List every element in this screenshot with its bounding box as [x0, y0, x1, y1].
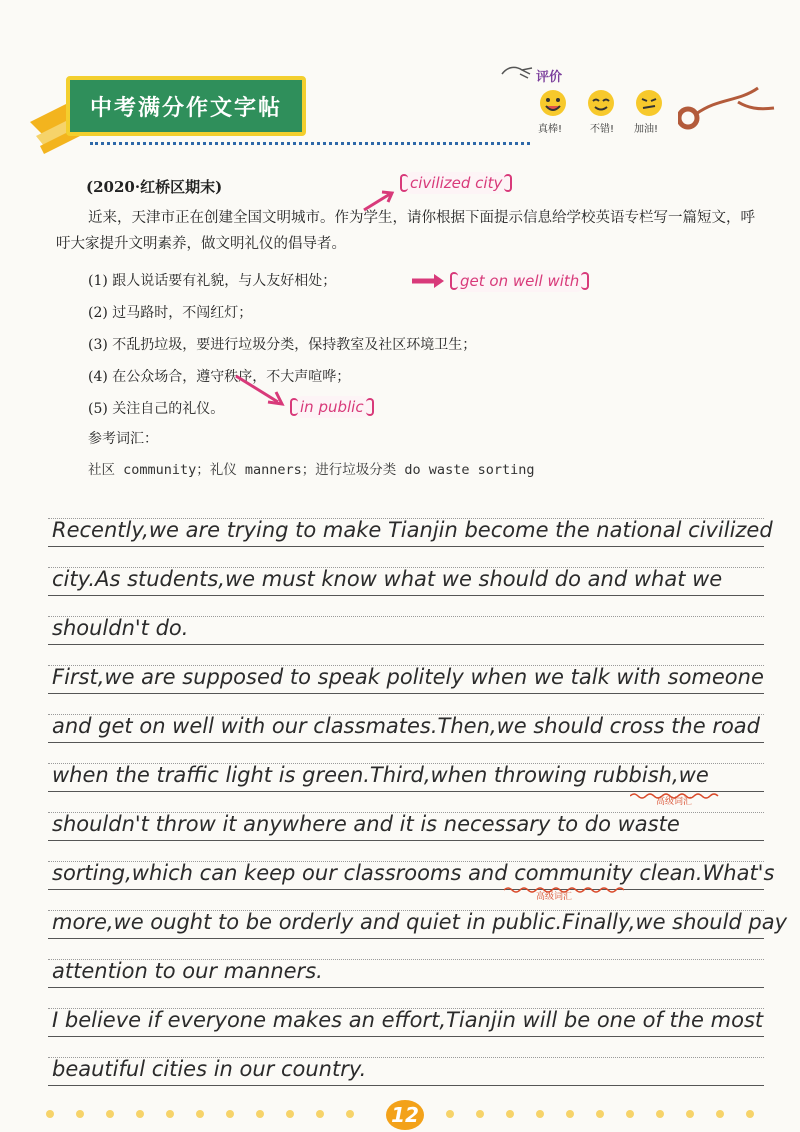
annotation-get-on-well-with: get on well with [452, 270, 587, 292]
prompt-item-5: (5) 关注自己的礼仪。 [88, 401, 225, 417]
evaluation-panel [500, 58, 780, 144]
ruled-line [48, 644, 764, 645]
prompt-item-4: (4) 在公众场合，遵守秩序，不大声喧哗； [88, 369, 351, 385]
header-divider [90, 142, 530, 145]
essay-line: city.As students,we must know what we should do and what we [52, 567, 723, 591]
rope-ring-icon [678, 78, 778, 138]
title-banner [66, 76, 306, 136]
ruled-line [48, 742, 764, 743]
essay-line: when the traffic light is green.Third,when throwing rubbish,we [52, 763, 709, 787]
arrow-icon [232, 372, 292, 412]
essay-line: shouldn't do. [52, 616, 189, 640]
ruled-line [48, 840, 764, 841]
ruled-line [48, 987, 764, 988]
prompt-item-3: (3) 不乱扔垃圾，要进行垃圾分类，保持教室及社区环境卫生； [88, 337, 477, 353]
rating-good-label: 不错! [590, 124, 615, 135]
annotation-civilized-city: civilized city [402, 172, 510, 194]
vocab-list: 社区 community；礼仪 manners；进行垃圾分类 do waste sorting [88, 462, 535, 478]
ruled-line [48, 889, 764, 890]
essay-line: beautiful cities in our country. [52, 1057, 367, 1081]
good-face-icon[interactable] [586, 88, 616, 118]
ruled-line [48, 693, 764, 694]
rating-great-label: 真棒! [538, 124, 563, 135]
ruled-line [48, 1036, 764, 1037]
advanced-word-note: 高级词汇 [536, 892, 573, 902]
ruled-line [48, 546, 764, 547]
ruled-line [48, 938, 764, 939]
page-title: 中考满分作文字帖 [89, 95, 282, 121]
essay-line: more,we ought to be orderly and quiet in public.Finally,we should pay [52, 910, 788, 934]
evaluation-label: 评价 [536, 70, 563, 85]
great-face-icon[interactable] [538, 88, 568, 118]
arrow-icon [410, 272, 446, 290]
prompt-item-1: (1) 跟人说话要有礼貌，与人友好相处； [88, 273, 337, 289]
question-source: (2020·红桥区期末) [86, 178, 223, 196]
essay-line: and get on well with our classmates.Then,we should cross the road [52, 714, 761, 738]
rating-try-label: 加油! [634, 124, 659, 135]
vocab-title: 参考词汇： [88, 431, 158, 447]
essay-line: First,we are supposed to speak politely when we talk with someone [52, 665, 764, 689]
essay-line: I believe if everyone makes an effort,Tianjin will be one of the most [52, 1008, 764, 1032]
page-number: 12 [386, 1100, 424, 1130]
try-harder-face-icon[interactable] [634, 88, 664, 118]
prompt-item-2: (2) 过马路时，不闯红灯； [88, 305, 253, 321]
arrow-icon [362, 188, 398, 212]
advanced-word-note: 高级词汇 [656, 797, 693, 807]
essay-line: shouldn't throw it anywhere and it is necessary to do waste [52, 812, 680, 836]
question-prompt: 近来，天津市正在创建全国文明城市。作为学生，请你根据下面提示信息给学校英语专栏写一篇短文，呼吁大家提升文明素养，做文明礼仪的倡导者。 [56, 210, 755, 252]
pointing-hand-icon [500, 60, 534, 84]
essay-line: sorting,which can keep our classrooms and community clean.What's [52, 861, 775, 885]
essay-line: Recently,we are trying to make Tianjin become the national civilized [52, 518, 773, 542]
essay-line: attention to our manners. [52, 959, 323, 983]
annotation-in-public: in public [292, 396, 372, 418]
ruled-line [48, 595, 764, 596]
ruled-line [48, 1085, 764, 1086]
